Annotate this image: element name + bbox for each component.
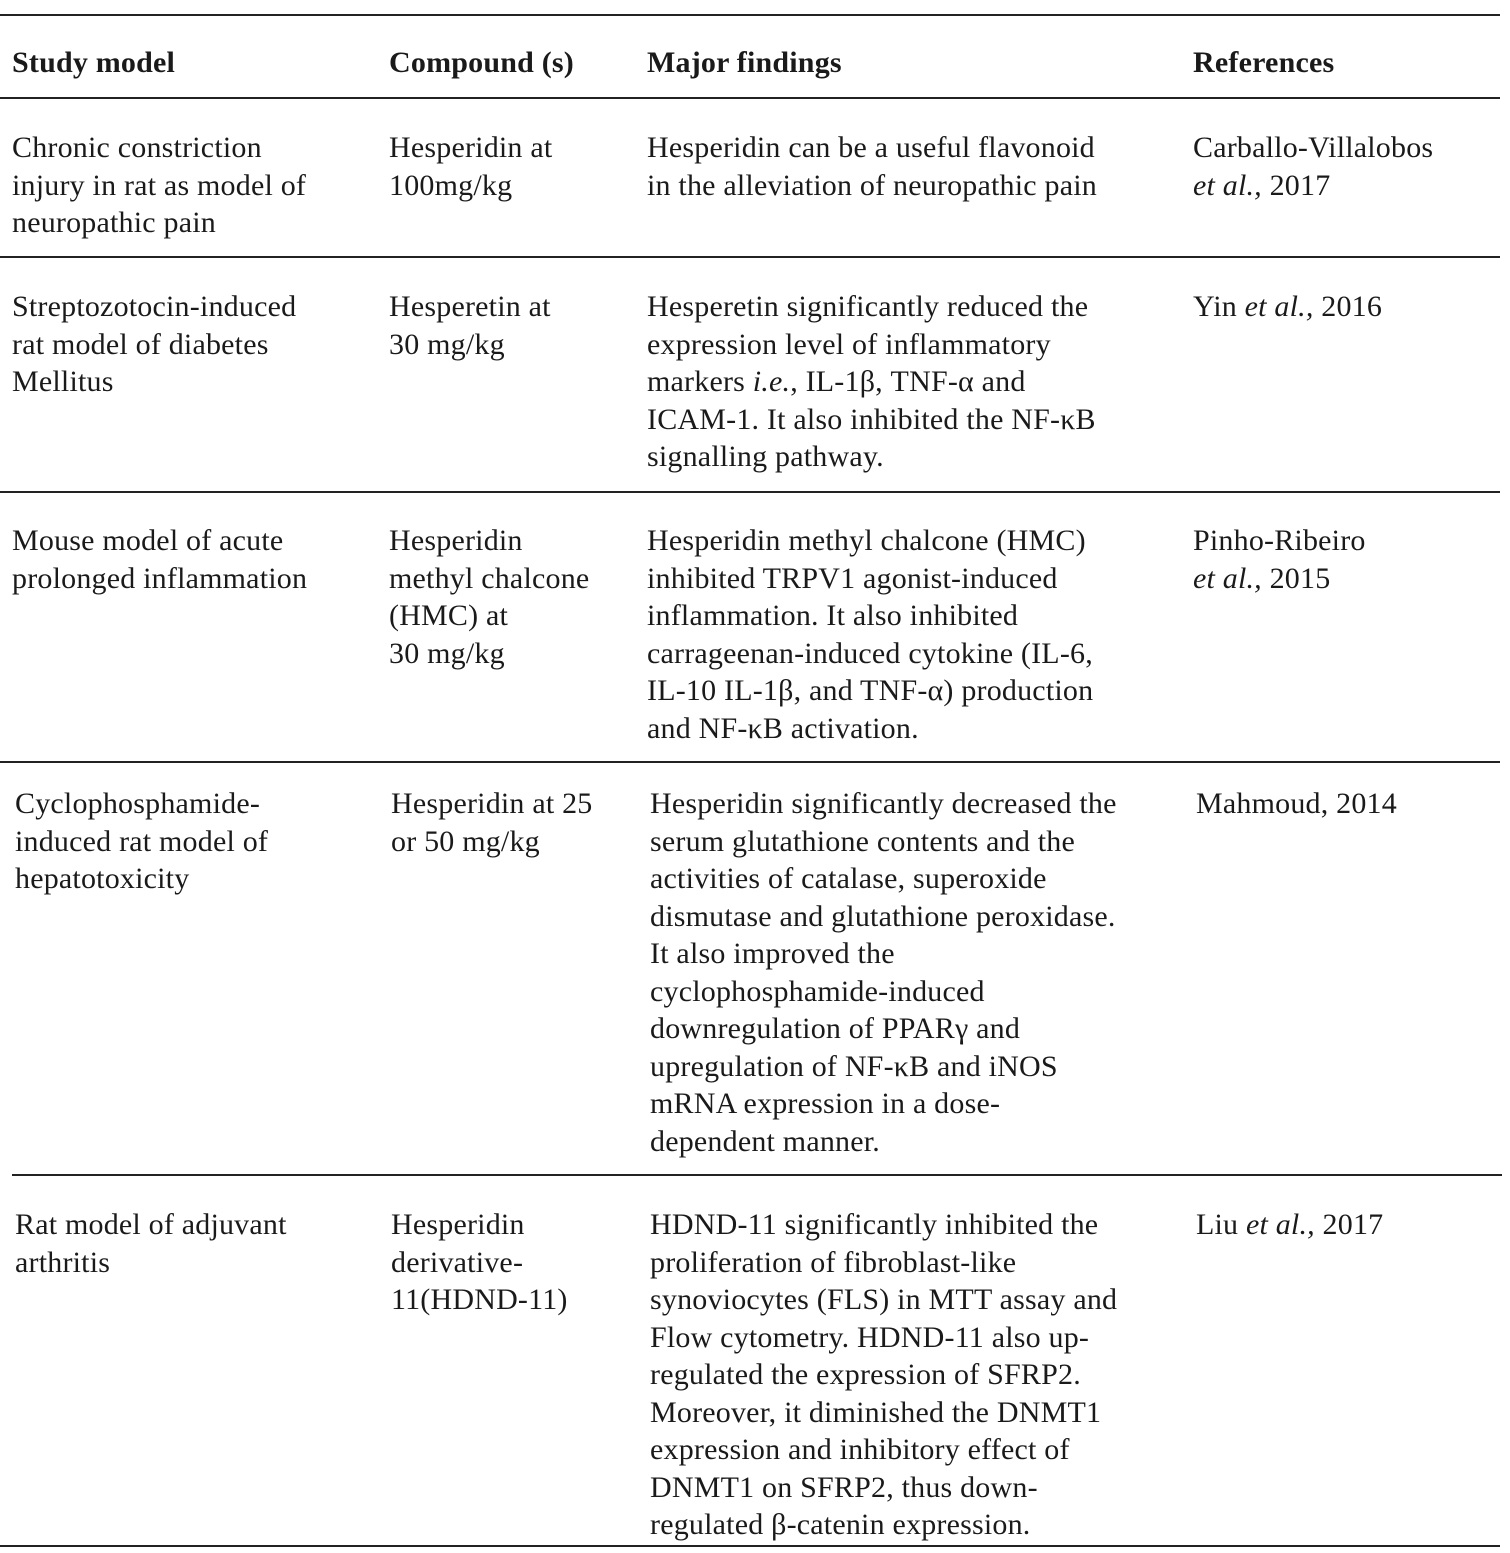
findings-cell: Hesperetin significantly reduced the expression level of inflammatory markers i.e., IL-1β, TNF-α and ICAM-1. It also inhibited the NF-κB signalling pathway. [647,290,1096,473]
reference-cell: Mahmoud, 2014 [1196,787,1397,820]
study-model-cell: Streptozotocin-induced rat model of diabetes Mellitus [12,290,297,398]
row-divider [12,1174,1502,1176]
header-major-findings: Major findings [647,46,842,79]
findings-cell: Hesperidin methyl chalcone (HMC) inhibited TRPV1 agonist-induced inflammation. It also inhibited carrageenan-induced cytokine (IL-6, IL-10 IL-1β, and TNF-α) production and NF-κB activation. [647,524,1094,745]
table-top-rule [0,14,1500,16]
compound-cell: Hesperidin derivative- 11(HDND-11) [391,1208,568,1316]
study-model-cell: Mouse model of acute prolonged inflammation [12,524,308,595]
findings-cell: HDND-11 significantly inhibited the proliferation of fibroblast-like synoviocytes (FLS) in MTT assay and Flow cytometry. HDND-11 also up- regulated the expression of SFRP2. Moreover, it diminished the DNMT1 expression and inhibitory effect of DNMT1 on SFRP2, thus down- regulated β-catenin expression. [650,1208,1118,1541]
findings-cell: Hesperidin significantly decreased the serum glutathione contents and the activities of catalase, superoxide dismutase and glutathione peroxidase. It also improved the cyclophosphamide-induced downregulation of PPARγ and upregulation of NF-κB and iNOS mRNA expression in a dose- dependent manner. [650,787,1117,1158]
reference-cell: Pinho-Ribeiro et al., 2015 [1193,524,1366,595]
compound-cell: Hesperidin at 100mg/kg [389,131,553,202]
compound-cell: Hesperidin at 25 or 50 mg/kg [391,787,593,858]
row-divider [0,256,1500,258]
study-model-cell: Chronic constriction injury in rat as model of neuropathic pain [12,131,307,239]
study-model-cell: Rat model of adjuvant arthritis [15,1208,287,1279]
findings-cell: Hesperidin can be a useful flavonoid in the alleviation of neuropathic pain [647,131,1097,202]
table-bottom-rule [0,1545,1500,1547]
reference-cell: Liu et al., 2017 [1196,1208,1384,1241]
reference-cell: Carballo-Villalobos et al., 2017 [1193,131,1434,202]
compound-cell: Hesperetin at 30 mg/kg [389,290,551,361]
header-references: References [1193,46,1335,79]
row-divider [0,491,1500,493]
reference-cell: Yin et al., 2016 [1193,290,1383,323]
header-study-model: Study model [12,46,176,79]
header-compound: Compound (s) [389,46,574,79]
header-bottom-rule [0,97,1500,99]
study-model-cell: Cyclophosphamide- induced rat model of hepatotoxicity [15,787,269,895]
compound-cell: Hesperidin methyl chalcone (HMC) at 30 mg/kg [389,524,590,670]
row-divider [0,761,1500,763]
